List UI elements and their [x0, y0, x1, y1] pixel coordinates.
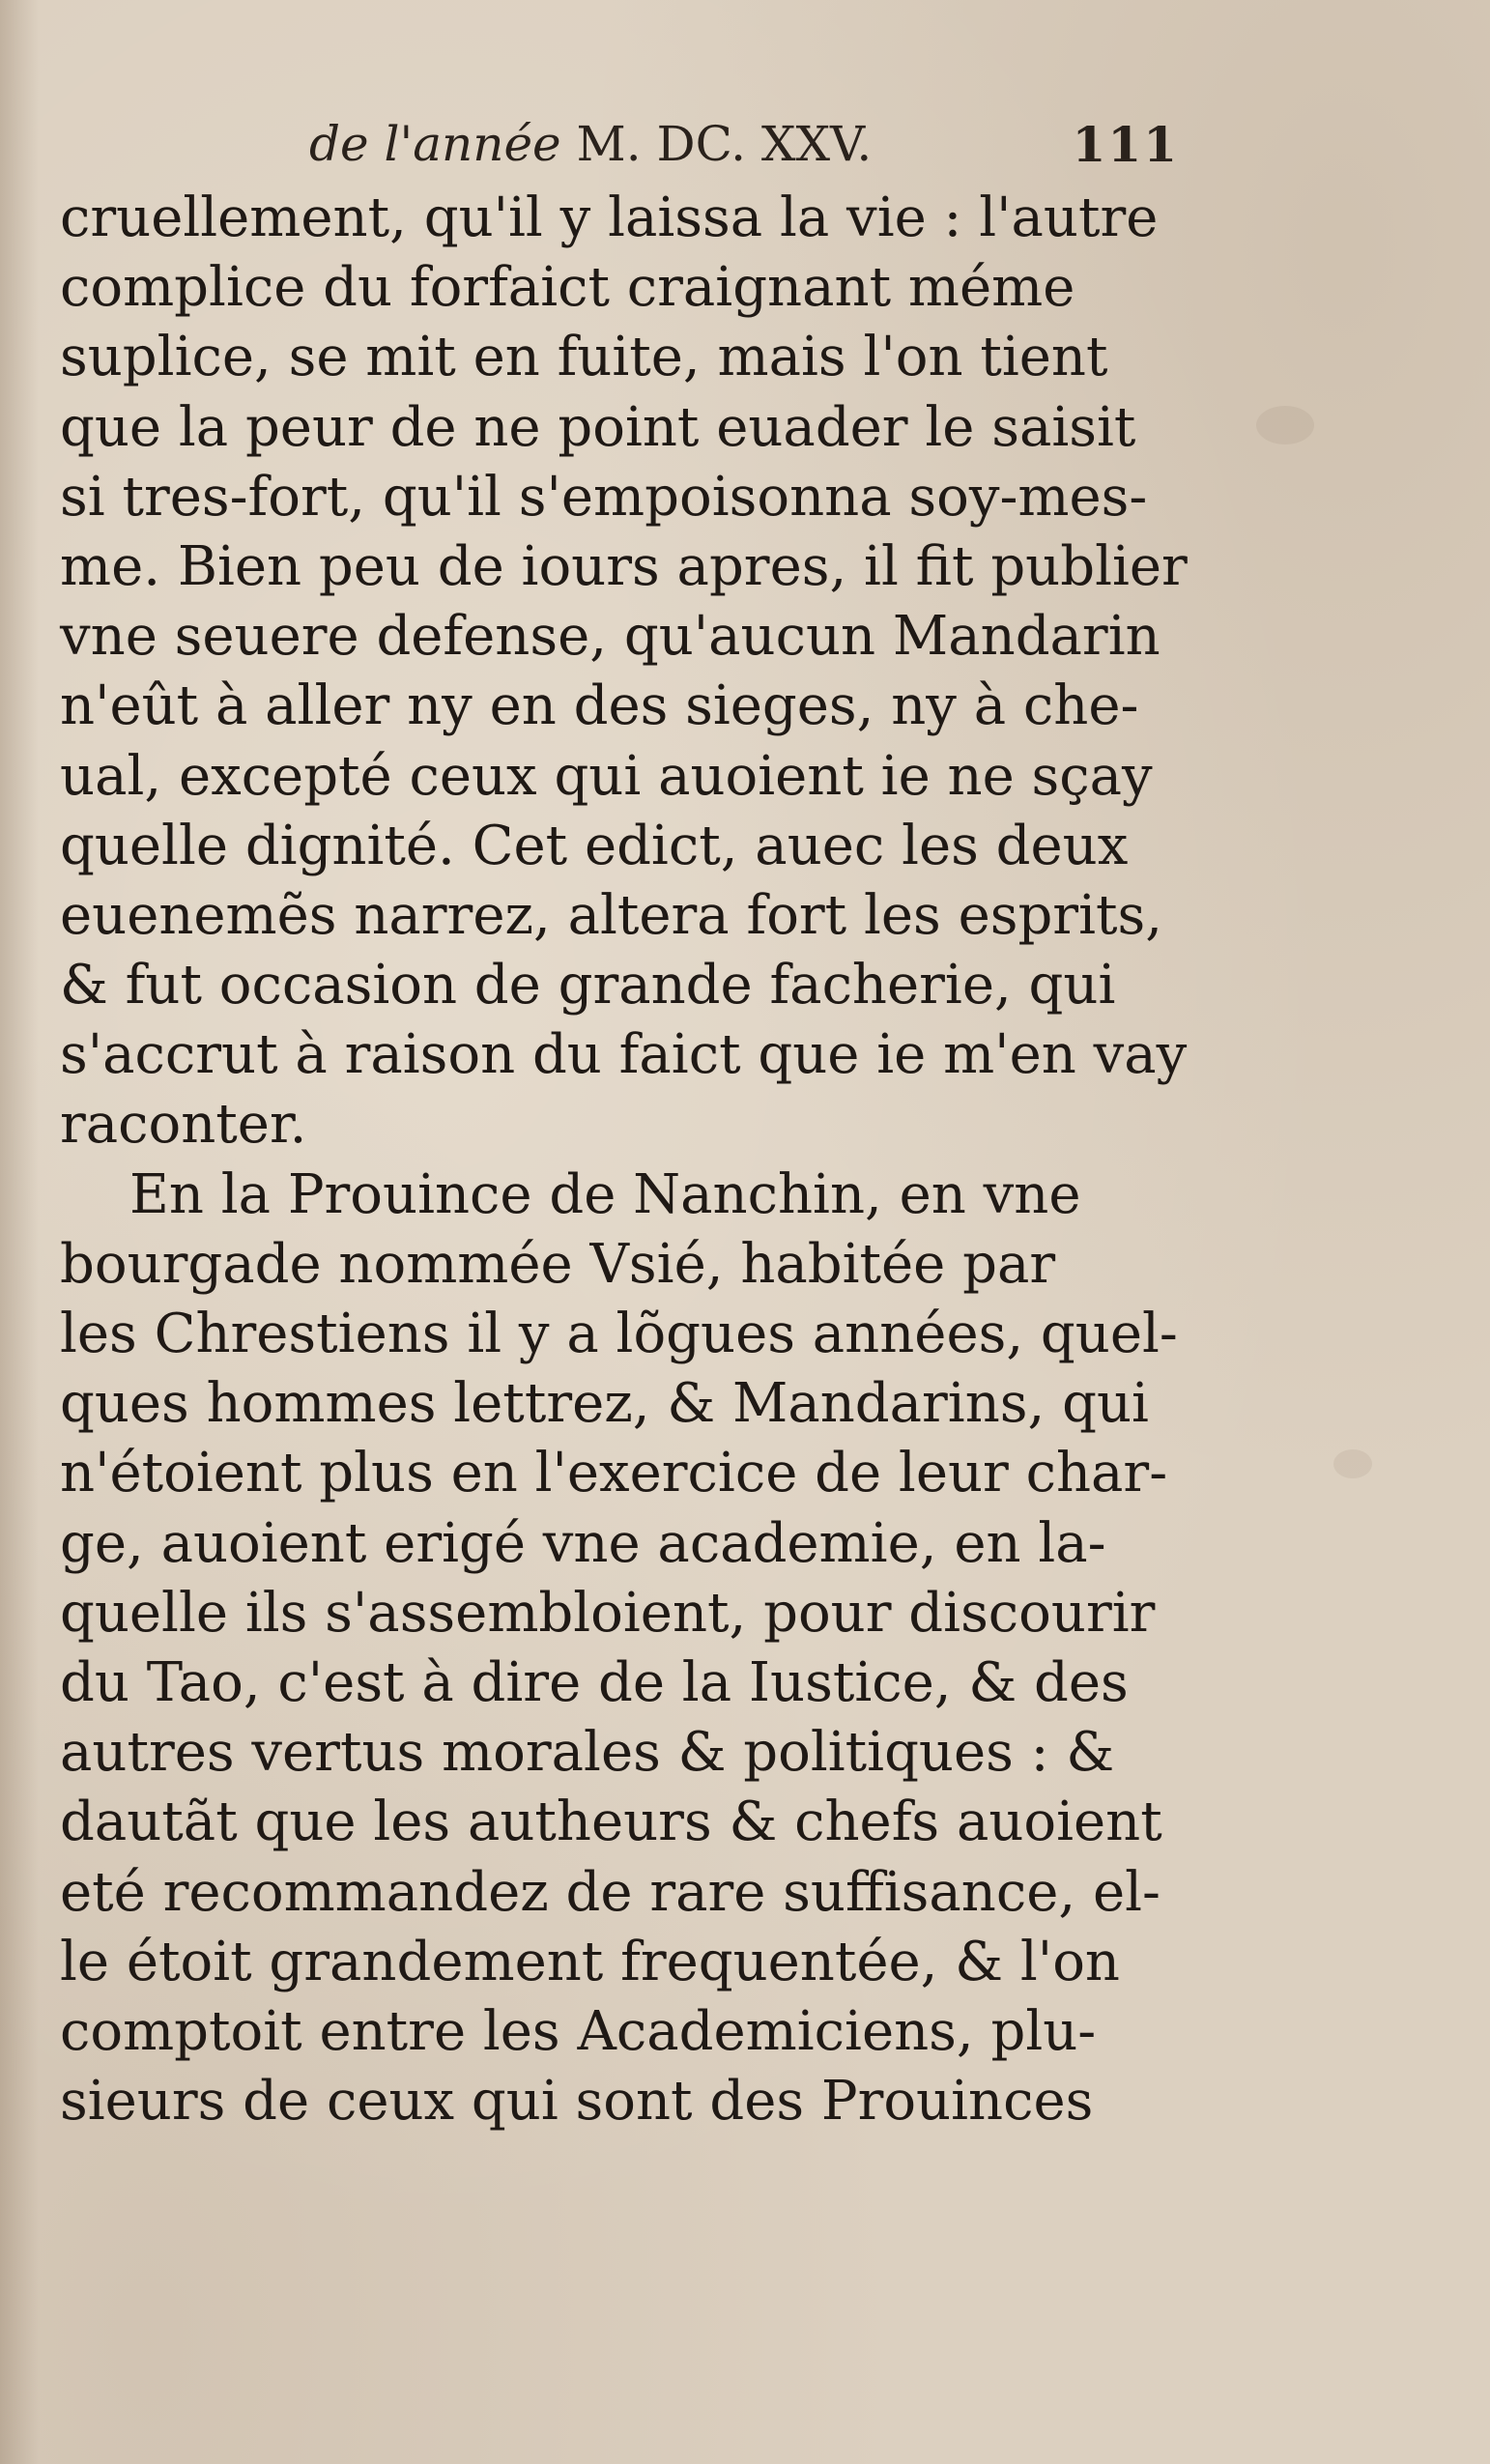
- text-line: si tres-fort, qu'il s'empoisonna soy-mes-: [60, 465, 1148, 529]
- text-line: ge, auoient erigé vne academie, en la-: [60, 1511, 1106, 1575]
- text-line: & fut occasion de grande facherie, qui: [60, 954, 1116, 1017]
- paper-stain: [1256, 406, 1314, 444]
- text-line: me. Bien peu de iours apres, il fit publier: [60, 534, 1188, 598]
- text-line: complice du forfaict craignant méme: [60, 256, 1075, 320]
- running-head-title: [309, 116, 872, 172]
- text-line: les Chrestiens il y a lõgues années, quel-: [60, 1303, 1178, 1365]
- text-line: n'étoient plus en l'exercice de leur char-: [60, 1442, 1168, 1505]
- text-line: sieurs de ceux qui sont des Prouinces: [60, 2070, 1094, 2134]
- text-line: ques hommes lettrez, & Mandarins, qui: [60, 1372, 1149, 1436]
- page-number: 111: [1072, 116, 1179, 173]
- text-line: du Tao, c'est à dire de la Iustice, & des: [60, 1650, 1129, 1714]
- text-line: raconter.: [60, 1093, 307, 1157]
- body-text: [60, 184, 1188, 2136]
- text-line: quelle ils s'assembloient, pour discourir: [60, 1581, 1156, 1645]
- text-line: eté recommandez de rare suffisance, el-: [60, 1860, 1160, 1924]
- text-line: s'accrut à raison du faict que ie m'en vay: [60, 1023, 1188, 1087]
- text-line: comptoit entre les Academiciens, plu-: [60, 1999, 1097, 2063]
- paragraph-start-line: En la Prouince de Nanchin, en vne: [129, 1162, 1081, 1226]
- text-line: que la peur de ne point euader le saisit: [60, 395, 1136, 459]
- text-line: le étoit grandement frequentée, & l'on: [60, 1930, 1120, 1993]
- text-line: n'eût à aller ny en des sieges, ny à che-: [60, 674, 1139, 738]
- text-line: quelle dignité. Cet edict, auec les deux: [60, 814, 1129, 877]
- running-head-italic: de l'année: [309, 116, 561, 172]
- text-line: autres vertus morales & politiques : &: [60, 1721, 1115, 1785]
- text-line: dautãt que les autheurs & chefs auoient: [60, 1791, 1162, 1854]
- text-line: ual, excepté ceux qui auoient ie ne sçay: [60, 744, 1153, 808]
- text-line: euenemẽs narrez, altera fort les esprits,: [60, 883, 1163, 947]
- text-line: suplice, se mit en fuite, mais l'on tient: [60, 326, 1108, 389]
- running-head: [309, 116, 1179, 174]
- page-gutter-shadow: [0, 0, 39, 2464]
- text-line: cruellement, qu'il y laissa la vie : l'autre: [60, 186, 1159, 249]
- text-line: vne seuere defense, qu'aucun Mandarin: [60, 605, 1160, 669]
- running-head-year: M. DC. XXV.: [576, 116, 873, 172]
- text-line: bourgade nommée Vsié, habitée par: [60, 1232, 1056, 1296]
- paper-stain: [1333, 1449, 1372, 1478]
